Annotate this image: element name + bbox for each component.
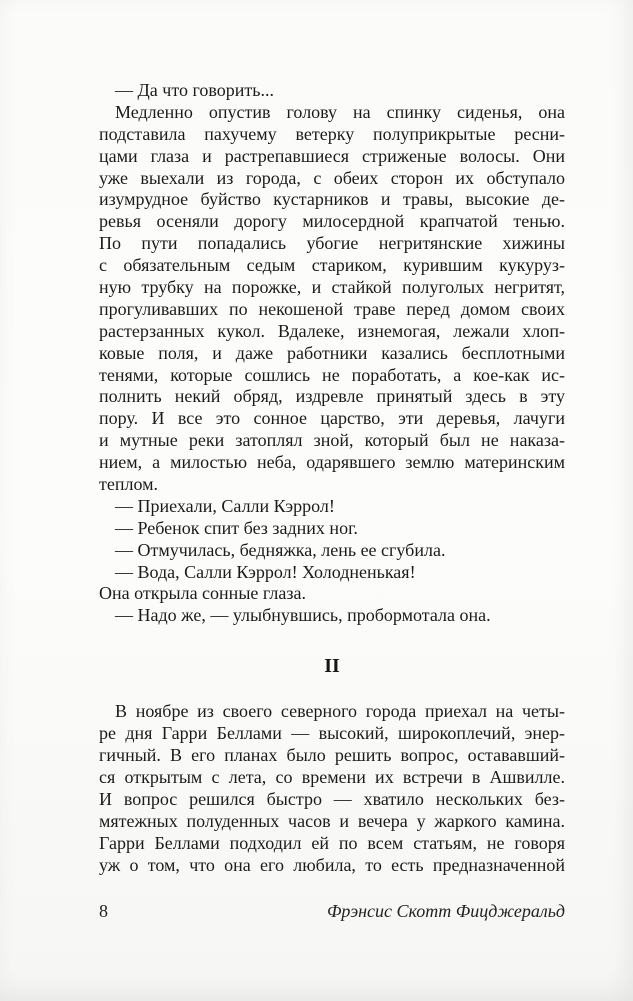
text-line: подставила пахучему ветерку полуприкрытые ресни- bbox=[99, 123, 565, 144]
text-line: уж о том, что она его любила, то есть предназначенной bbox=[99, 854, 565, 875]
text-line: нием, а милостью неба, одарявшего землю материнским bbox=[99, 452, 565, 473]
text-line: Гарри Беллами подходил ей по всем статьям, не говоря bbox=[99, 832, 565, 853]
text-line: ревья осеняли дорогу милосердной крапчатой тенью. bbox=[99, 211, 565, 232]
text-line: По пути попадались убогие негритянские хижины bbox=[99, 233, 565, 254]
text-line: — Отмучилась, бедняжка, лень ее сгубила. bbox=[115, 539, 446, 560]
text-line: цами глаза и растрепавшиеся стриженые волосы. Они bbox=[99, 145, 565, 166]
text-line: тенями, которые сошлись не поработать, а кое-как ис- bbox=[99, 364, 565, 385]
text-line: В ноябре из своего северного города приехал на четы- bbox=[115, 701, 565, 722]
text-line: — Надо же, — улыбнувшись, пробормотала она. bbox=[115, 605, 491, 626]
footer bbox=[99, 901, 565, 922]
text-line: ную трубку на порожке, и стайкой полуголых негритят, bbox=[99, 277, 565, 298]
text-line: полнить некий обряд, издревле принятый здесь в эту bbox=[99, 386, 565, 407]
text-line: теплом. bbox=[99, 474, 159, 495]
text-line: и мутные реки затоплял зной, который был не наказа- bbox=[99, 430, 565, 451]
text-line: растерзанных кукол. Вдалеке, изнемогая, лежали хлоп- bbox=[99, 320, 565, 341]
text-line: — Ребенок спит без задних ног. bbox=[115, 517, 358, 538]
text-line: Медленно опустив голову на спинку сиденья, она bbox=[115, 101, 565, 122]
text-line: мятежных полуденных часов и вечера у жаркого камина. bbox=[99, 810, 565, 831]
section-heading: II bbox=[324, 655, 340, 678]
text-line: — Да что говорить... bbox=[115, 80, 274, 100]
text-line: изумрудное буйство кустарников и травы, высокие де- bbox=[99, 189, 565, 210]
text-line: уже выехали из города, с обеих сторон их обступало bbox=[99, 167, 565, 188]
page-number: 8 bbox=[99, 901, 108, 921]
text-line: Она открыла сонные глаза. bbox=[99, 583, 306, 604]
text-line: пору. И все это сонное царство, эти деревья, лачуги bbox=[99, 408, 565, 429]
running-footer-author: Фрэнсис Скотт Фицджеральд bbox=[326, 901, 565, 921]
text-line: ковые поля, и даже работники казались бесплотными bbox=[99, 342, 565, 363]
text-line: — Вода, Салли Кэррол! Холодненькая! bbox=[115, 561, 416, 582]
text-line: прогуливавших по некошеной траве перед домом своих bbox=[99, 298, 565, 319]
text-line: И вопрос решился быстро — хватило нескольких без- bbox=[99, 788, 565, 809]
text-line: ся открытым с лета, со времени их встречи в Ашвилле. bbox=[99, 766, 565, 787]
text-line: с обязательным седым стариком, курившим кукуруз- bbox=[99, 255, 565, 276]
text-line: ре дня Гарри Беллами — высокий, широкоплечий, энер- bbox=[99, 723, 565, 744]
text-line: — Приехали, Салли Кэррол! bbox=[115, 495, 335, 516]
text-block bbox=[99, 80, 565, 876]
text-line: гичный. В его планах было решить вопрос, остававший- bbox=[99, 745, 565, 766]
